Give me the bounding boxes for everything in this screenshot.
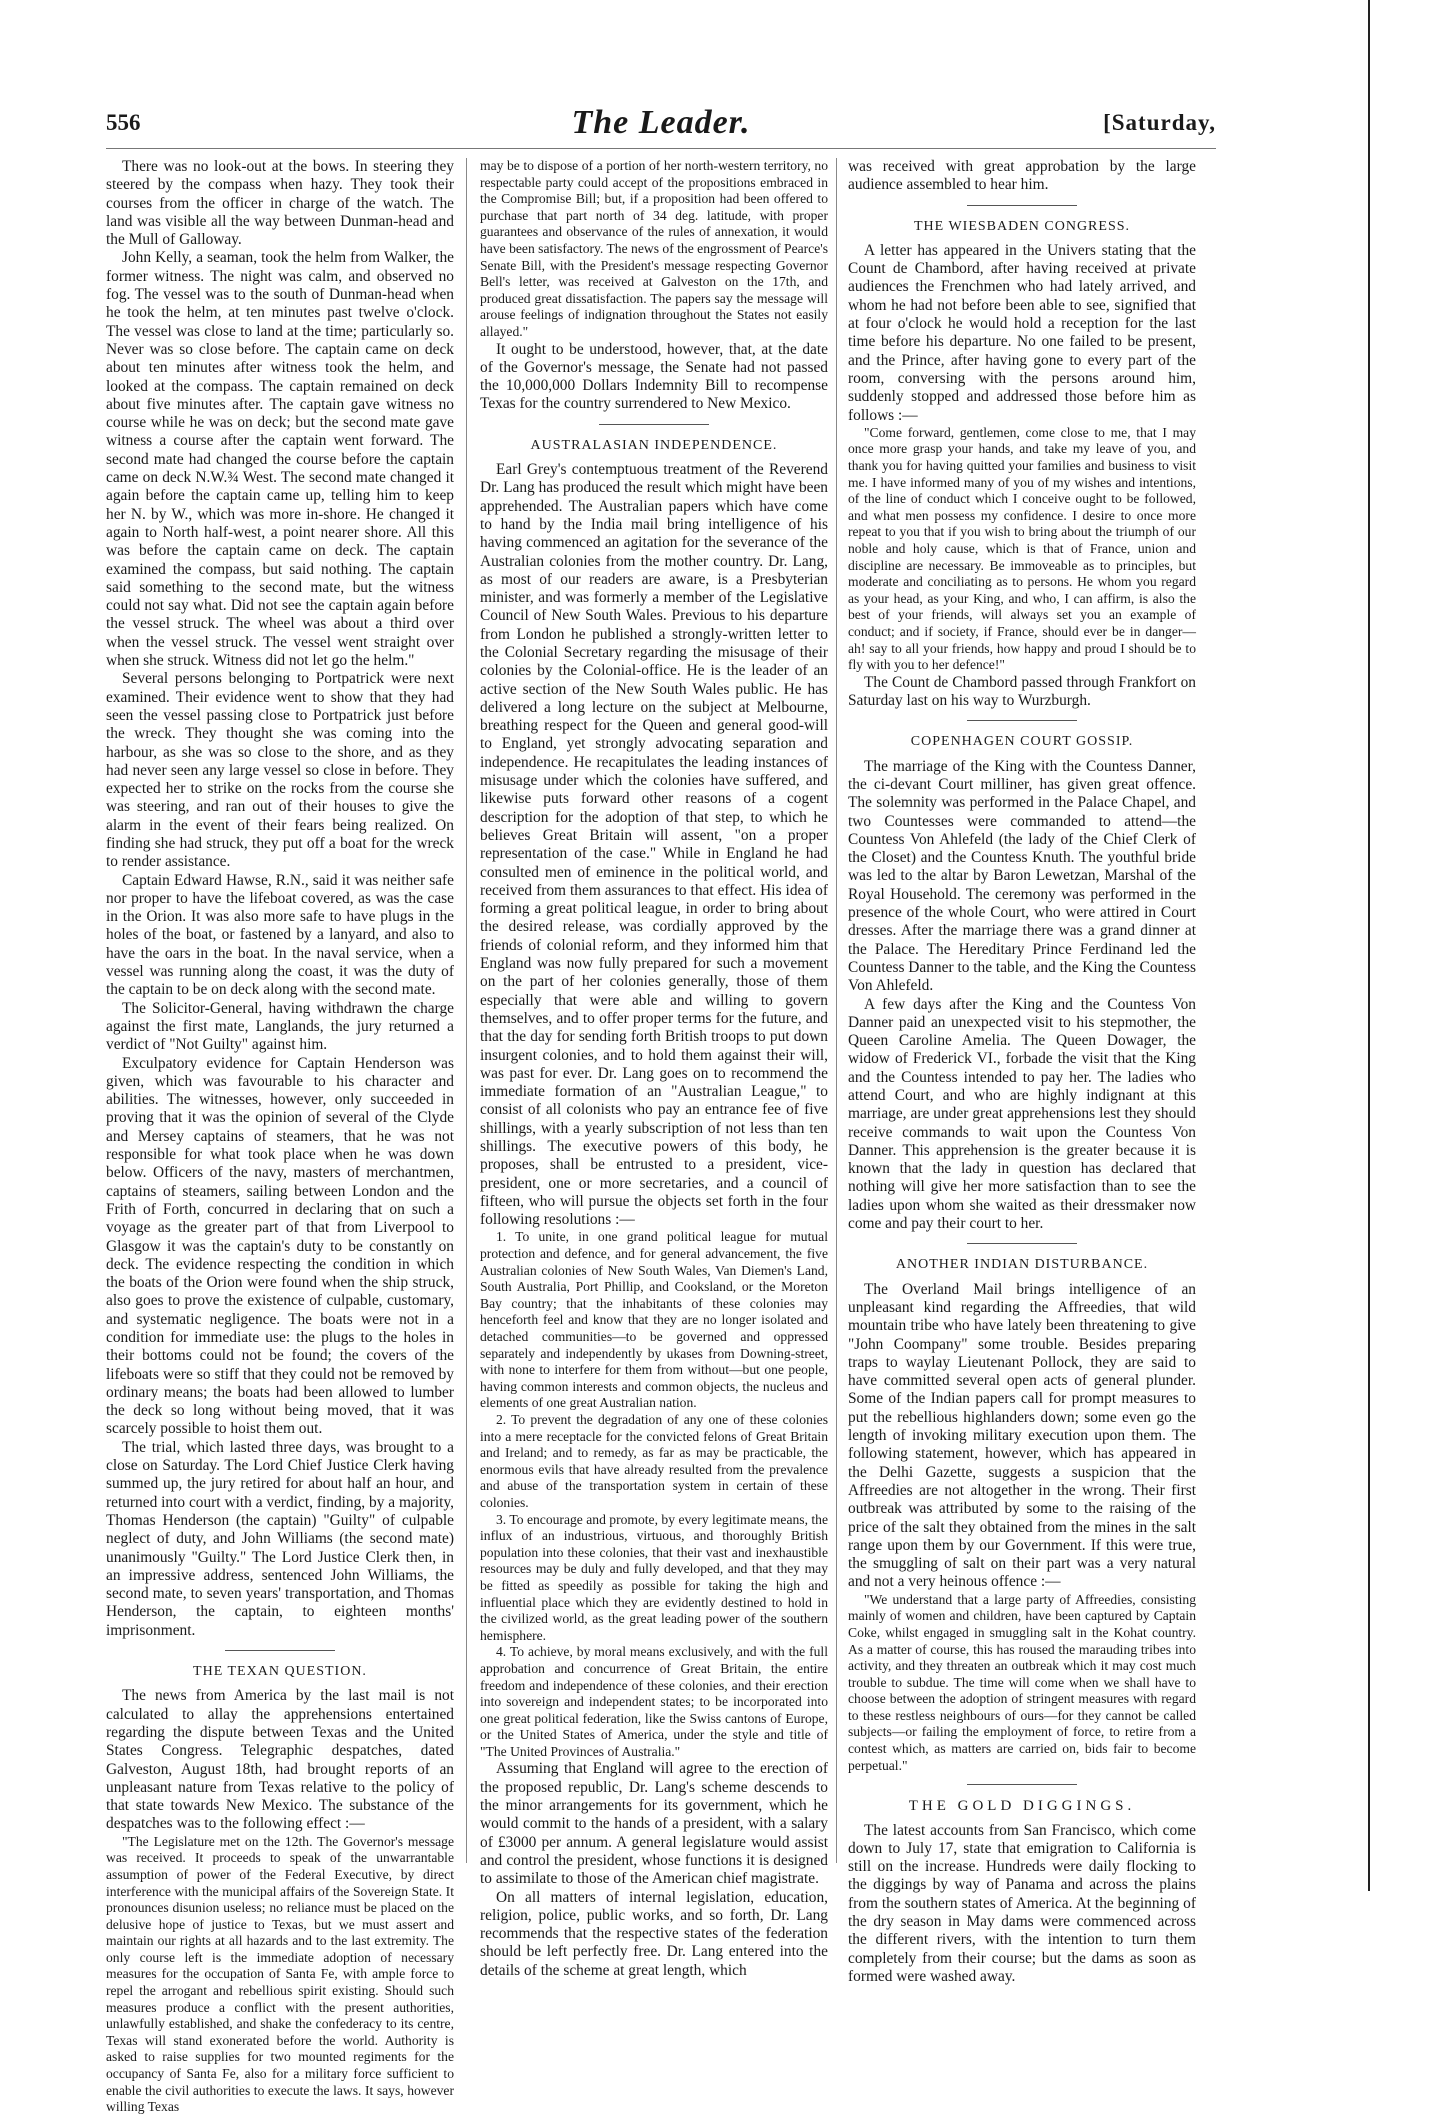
paragraph: Several persons belonging to Portpatrick were next examined. Their evidence went to show that they had seen the vessel passing close to Portpatrick just before the wreck. They thought she was coming into the harbour, as she was so close to the shore, and as they had never seen any large vessel so close in before. They expected her to strike on the rocks from the course she was steering, and ran out of their houses to give the alarm in the event of their fears being realized. On finding she had struck, they put off a boat for the wreck to render assistance. (106, 670, 454, 871)
section-heading-gold: THE GOLD DIGGINGS. (908, 1798, 1136, 1815)
section-divider (967, 720, 1077, 721)
section-heading-texan: THE TEXAN QUESTION. (193, 1664, 367, 1680)
section-divider (967, 1243, 1077, 1244)
page-header (106, 104, 1216, 149)
paragraph: A few days after the King and the Countess Von Danner paid an unexpected visit to his stepmother, the Queen Caroline Amelia. The Queen Dowager, the widow of Frederick VI., forbade the visit that the King and the Countess intended to pay her. The ladies who attend Court, and who are highly indignant at this marriage, are under great apprehensions lest they should receive commands to wait upon the Countess Von Danner. This apprehension is the greater because it is known that the lady in question has declared that nothing will give her more satisfaction than to see the ladies upon whom she waited as their dressmaker now come and pay their court to her. (848, 995, 1196, 1233)
paragraph: Assuming that England will agree to the erection of the proposed republic, Dr. Lang's scheme descends to the minor arrangements for its government, which he would commit to the hands of a president, with a salary of £3000 per annum. A general legislature would assist and control the president, whose functions it is designed to assimilate to those of the American chief magistrate. (480, 1760, 828, 1888)
section-heading-copenhagen: COPENHAGEN COURT GOSSIP. (910, 734, 1134, 750)
paragraph: Earl Grey's contemptuous treatment of the Reverend Dr. Lang has produced the result which might have been apprehended. The Australian papers which have come to hand by the India mail bring intelligence of his having commenced an agitation for the severance of the Australian colonies from the mother country. Dr. Lang, as most of our readers are aware, is a Presbyterian minister, and was formerly a member of the Legislative Council of New South Wales. Previous to his departure from London he published a strongly-written letter to the Colonial Secretary regarding the misusage of their colonies by the Colonial-office. He is the leader of an active section of the New South Wales public. He has delivered a long lecture on the subject at Melbourne, breathing respect for the Queen and general good-will to England, yet strongly advocating separation and independence. He recapitulates the leading instances of misusage under which the colonies have suffered, and likewise puts forward other reasons of a cogent description for the adoption of that step, to which he believes Great Britain will assent, "on a proper representation of the case." While in England he had consulted men of eminence in the political world, and received from them assurances to that effect. His idea of forming a great political league, in order to bring about the desired release, was cordially approved by the friends of colonial reform, and they informed him that England was now fully prepared for such a movement on the part of her colonies generally, those of them especially that were able and willing to govern themselves, and to offer proper terms for the future, and that the day for sending forth British troops to put down insurgent colonies, and to hold them against their will, was past for ever. Dr. Lang goes on to recommend the immediate formation of an "Australian League," to consist of all colonists who pay an entrance fee of five shillings, with a yearly subscription of not less than ten shillings. The executive powers of this body, he proposes, shall be entrusted to a president, vice-president, one or more secretaries, and a council of fifteen, who will pursue the objects set forth in the four following resolutions :— (480, 461, 828, 1229)
issue-day: [Saturday, (1103, 110, 1216, 135)
paragraph: The Count de Chambord passed through Frankfort on Saturday last on his way to Wurzburgh. (848, 673, 1196, 710)
paragraph: The marriage of the King with the Countess Danner, the ci-devant Court milliner, has given great offence. The solemnity was performed in the Palace Chapel, and two Countesses were commanded to attend—the Countess Von Ahlefeld (the lady of the Chief Clerk of the Closet) and the Countess Knuth. The youthful bride was led to the altar by Baron Lewetzan, Marshal of the Royal Household. The ceremony was performed in the presence of the whole Court, who were attired in Court dresses. After the marriage there was a grand dinner at the Palace. The Hereditary Prince Ferdinand led the Countess Danner to the table, and the King the Countess Von Ahlefeld. (848, 757, 1196, 995)
resolution-item: 4. To achieve, by moral means exclusively, and with the full approbation and concurrence of Great Britain, the entire freedom and independence of these colonies, and their erection into sovereign and independent states; to be incorporated into one great political federation, like the Swiss cantons of Europe, or the United States of America, under the style and title of "The United Provinces of Australia." (480, 1644, 828, 1759)
column-rule (466, 158, 467, 1863)
section-divider (967, 205, 1077, 206)
paragraph: John Kelly, a seaman, took the helm from Walker, the former witness. The night was calm, and observed no fog. The vessel was to the south of Dunman-head when he took the helm, at ten minutes past twelve o'clock. The vessel was close to land at the time; particularly so. Never was so close before. The captain came on deck about ten minutes after witness took the helm, and looked at the compass. The captain remained on deck about five minutes after. The captain gave witness no course while he was on deck; but the second mate gave witness a course after the captain went forward. The second mate had changed the course before the captain came on deck N.W.¾ West. The second mate changed it again before the captain came up, telling him to keep her N. by W., which was more in-shore. He changed it again to North half-west, a point nearer shore. All this was before the captain came on deck. The captain examined the compass, but said nothing. The captain said something to the second mate, but the witness could not say what. Did not see the captain again before the vessel struck. The wheel was about a third over when the vessel struck. The vessel went straight over when she struck. Witness did not let go the helm." (106, 249, 454, 670)
quoted-paragraph: "The Legislature met on the 12th. The Governor's message was received. It proceeds to speak of the unwarrantable assumption of power of the Federal Executive, by direct interference with the municipal affairs of the Sovereign State. It pronounces disunion useless; no reliance must be placed on the delusive hope of justice to Texas, but we must assert and maintain our rights at all hazards and to the last extremity. The only course left is the immediate adoption of necessary measures for the occupation of Santa Fe, with ample force to repel the arrogant and rebellious spirit existing. Should such measures produce a conflict with the present authorities, unlawfully established, and shake the confederacy to its centre, Texas will stand exonerated before the world. Authority is asked to raise supplies for two mounted regiments for the occupancy of Santa Fe, also for a military force sufficient to enable the civil authorities to execute the laws. It says, however willing Texas (106, 1833, 454, 2115)
resolution-item: 1. To unite, in one grand political league for mutual protection and defence, and for general advancement, the five Australian colonies of New South Wales, Van Diemen's Land, South Australia, Port Phillip, and Cooksland, or the Moreton Bay country; that the inhabitants of these colonies may henceforth feel and know that they are no longer isolated and detached communities—to be governed and oppressed separately and independently by ukases from Downing-street, with none to interfere for them from without—but one people, having common interests and common objects, the nucleus and elements of one great Australian nation. (480, 1229, 828, 1411)
paragraph: It ought to be understood, however, that, at the date of the Governor's message, the Senate had not passed the 10,000,000 Dollars Indemnity Bill to recompense Texas for the country surrendered to New Mexico. (480, 340, 828, 413)
section-divider (967, 1784, 1077, 1785)
section-heading-australasian: AUSTRALASIAN INDEPENDENCE. (530, 437, 778, 453)
paragraph: The trial, which lasted three days, was brought to a close on Saturday. The Lord Chief Justice Clerk having summed up, the jury retired for about half an hour, and returned into court with a verdict, finding, by a majority, Thomas Henderson (the captain) "Guilty" of culpable neglect of duty, and John Williams (the second mate) unanimously "Guilty." The Lord Justice Clerk then, in an impressive address, sentenced John Williams, the second mate, to seven years' transportation, and Thomas Henderson, the captain, to eighteen months' imprisonment. (106, 1438, 454, 1639)
column-rule (836, 158, 837, 1863)
paragraph: Exculpatory evidence for Captain Henderson was given, which was favourable to his character and abilities. The witnesses, however, only succeeded in proving that it was the opinion of several of the Clyde and Mersey captains of steamers, that he was not responsible for what took place when he was down below. Officers of the navy, masters of merchantmen, captains of steamers, sailing between London and the Frith of Forth, concurred in declaring that on such a voyage as the greater part of that from Liverpool to Glasgow it was the captain's duty to be constantly on deck. The evidence respecting the condition in which the boats of the Orion were found when the ship struck, also goes to prove the existence of culpable, customary, and systematic negligence. The boats were not in a condition for immediate use: the plugs to the holes in their bottoms could not be found; the covers of the lifeboats were so stiff that they could not be removed by ordinary means; the boats had been allowed to lumber the deck so long without being moved, that it was scarcely possible to hoist them out. (106, 1054, 454, 1438)
quoted-paragraph: may be to dispose of a portion of her north-western territory, no respectable party could accept of the propositions embraced in the Compromise Bill; but, if a proposition had been offered to purchase that part north of 34 deg. latitude, with proper guarantees and observance of the rules of annexation, it would have been satisfactory. The news of the engrossment of Pearce's Senate Bill, with the President's message respecting Governor Bell's letter, was received at Galveston on the 17th, and produced great dissatisfaction. The papers say the message will arouse feelings of indignation throughout the States not easily allayed." (480, 158, 828, 339)
section-divider (599, 424, 709, 425)
section-heading-indian: ANOTHER INDIAN DISTURBANCE. (895, 1257, 1149, 1273)
paragraph: The Overland Mail brings intelligence of an unpleasant kind regarding the Affreedies, that wild mountain tribe who have lately been threatening to give "John Coompany" some trouble. Besides preparing traps to waylay Lieutenant Pollock, they are said to have committed several open acts of general plunder. Some of the Indian papers call for prompt measures to put the rebellious highlanders down; some even go the length of invoking military execution upon them. The following statement, however, which has appeared in the Delhi Gazette, suggests a suspicion that the Affreedies are not altogether in the wrong. Their first outbreak was attributed by some to the raising of the price of the salt they obtained from the mines in the salt range upon them by our Government. If this were true, the smuggling of salt on their part was a very natural and not a very heinous offence :— (848, 1280, 1196, 1591)
quoted-paragraph: "We understand that a large party of Affreedies, consisting mainly of women and children, have been captured by Captain Coke, whilst engaged in smuggling salt in the Kohat country. As a matter of course, this has roused the marauding tribes into activity, and they threaten an outbreak which it may cost much trouble to subdue. The time will come when we shall have to choose between the adoption of stringent measures with regard to these restless neighbours of ours—for they cannot be called subjects—or failing the employment of force, to retire from a contest which, as matters are carried on, bids fair to become perpetual." (848, 1591, 1196, 1773)
paragraph: There was no look-out at the bows. In steering they steered by the compass when hazy. They took their courses from the officer in charge of the watch. The land was visible all the way between Dunman-head and the Mull of Galloway. (106, 158, 454, 249)
column-1 (106, 158, 454, 2115)
page-number: 556 (106, 110, 141, 135)
page-spine-edge (1368, 0, 1370, 1891)
paragraph: The news from America by the last mail is not calculated to allay the apprehensions entertained regarding the dispute between Texas and the United States Congress. Telegraphic despatches, dated Galveston, August 18th, had brought reports of an unpleasant nature from Texas relative to the policy of that state towards New Mexico. The substance of the despatches was to the following effect :— (106, 1687, 454, 1833)
resolution-item: 3. To encourage and promote, by every legitimate means, the influx of an industrious, virtuous, and thoroughly British population into these colonies, that their vast and inexhaustible resources may be duly and fully developed, and that they may be fitted as speedily as possible for taking the high and influential place which they are evidently destined to hold in the civilized world, as the great leading power of the southern hemisphere. (480, 1511, 828, 1643)
section-divider (225, 1650, 335, 1651)
resolution-item: 2. To prevent the degradation of any one of these colonies into a mere receptacle for the convicted felons of Great Britain and Ireland; and to remedy, as far as may be practicable, the enormous evils that have already resulted from the prevalence and abuse of the transportation system in certain of these colonies. (480, 1412, 828, 1510)
paragraph: The latest accounts from San Francisco, which come down to July 17, state that emigration to California is still on the increase. Hundreds were daily flocking to the diggings by way of Panama and across the plains from the southern states of America. At the beginning of the dry season in May dams were commenced across the different rivers, with the intention to turn them completely from their course; but the dams as soon as formed were washed away. (848, 1821, 1196, 1985)
paragraph: On all matters of internal legislation, education, religion, police, public works, and so forth, Dr. Lang recommends that the respective states of the federation should be left perfectly free. Dr. Lang entered into the details of the scheme at great length, which (480, 1888, 828, 1979)
masthead-title: The Leader. (571, 104, 751, 141)
paragraph: A letter has appeared in the Univers stating that the Count de Chambord, after having received at private audiences the Frenchmen who had lately arrived, and whom he had not before been able to see, signified that at four o'clock he would hold a reception for the last time before his departure. No one failed to be present, and the Prince, after having gone to every part of the room, conversing with the persons around him, suddenly stopped and addressed those before him as follows :— (848, 241, 1196, 424)
paragraph: The Solicitor-General, having withdrawn the charge against the first mate, Langlands, the jury returned a verdict of "Not Guilty" against him. (106, 999, 454, 1054)
quoted-paragraph: "Come forward, gentlemen, come close to me, that I may once more grasp your hands, and take my leave of you, and thank you for having quitted your families and business to visit me. I have informed many of you of my wishes and intentions, of the line of conduct which I conceive ought to be followed, and what men possess my confidence. I desire to once more repeat to you that if you wish to bring about the triumph of our noble and holy cause, which is that of France, union and discipline are necessary. Be immoveable as to principles, but moderate and conciliating as to persons. He whom you regard as your head, as your King, and who, I can affirm, is also the best of your friends, will always set you an example of conduct; and if society, if France, should ever be in danger—ah! say to all your friends, how happy and proud I should be to fly with you to her defence!" (848, 424, 1196, 673)
section-heading-wiesbaden: THE WIESBADEN CONGRESS. (913, 218, 1131, 234)
column-2 (480, 158, 828, 1979)
paragraph: Captain Edward Hawse, R.N., said it was neither safe nor proper to have the lifeboat covered, as was the case in the Orion. It was also more safe to have plugs in the holes of the boat, or fastened by a lanyard, and also to have the oars in the boat. In the naval service, when a vessel was running along the coast, it was the duty of the captain to be on deck along with the second mate. (106, 871, 454, 999)
column-3 (848, 158, 1196, 1985)
paragraph: was received with great approbation by the large audience assembled to hear him. (848, 158, 1196, 194)
